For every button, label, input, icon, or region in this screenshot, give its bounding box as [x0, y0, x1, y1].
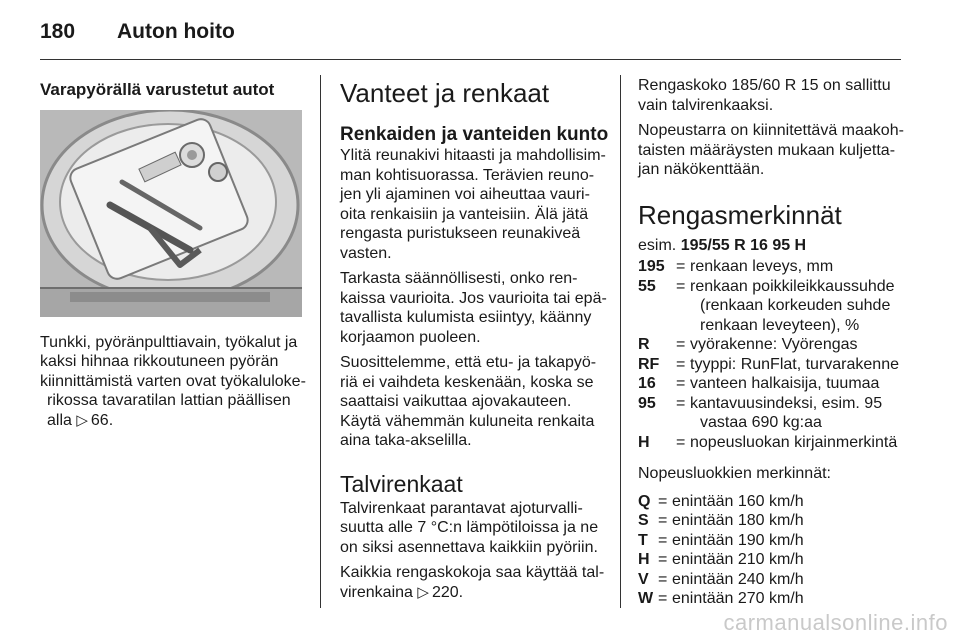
figure-caption	[40, 333, 310, 431]
caption-line: rikossa tavaratilan lattian päällisen	[47, 392, 291, 409]
text-line: suutta alle 7 °C:n lämpötiloissa ja ne	[340, 519, 599, 536]
speed-class-list	[638, 492, 913, 609]
paragraph	[638, 121, 913, 180]
page-reference-link[interactable]: 66.	[90, 411, 114, 429]
speed-eq: =	[658, 590, 668, 607]
def-key: 16	[638, 375, 656, 392]
spare-wheel-illustration	[40, 110, 302, 317]
def-text: vastaa 690 kg:aa	[700, 414, 822, 431]
header-rule	[40, 59, 901, 60]
speed-key: H	[638, 551, 650, 568]
tyre-marking-definitions	[638, 257, 913, 452]
speed-eq: =	[658, 570, 668, 588]
subheading-winter-tyres: Talvirenkaat	[340, 470, 463, 497]
def-key: RF	[638, 355, 660, 373]
speed-key: V	[638, 570, 649, 588]
text-line: Nopeustarra on kiinnitettävä maakoh-	[638, 122, 904, 139]
speed-text: enintään 190 km/h	[672, 531, 804, 549]
def-eq: =	[676, 336, 686, 353]
text-line: Rengaskoko 185/60 R 15 on sallittu	[638, 77, 891, 94]
text-line: tavallista kulumista esiintyy, käänny	[340, 309, 592, 326]
def-text: (renkaan korkeuden suhde	[700, 297, 891, 314]
text-line: Tarkasta säännöllisesti, onko ren-	[340, 270, 578, 287]
column-divider-2	[620, 75, 621, 608]
text-line: jan näkökenttään.	[638, 161, 765, 178]
caption-text: alla	[47, 411, 72, 429]
speed-eq: =	[658, 492, 668, 510]
def-eq: =	[676, 375, 686, 392]
text-line: Ylitä reunakivi hitaasti ja mahdollisim-	[340, 147, 606, 164]
text-line: man kohtisuorassa. Terävien reuno-	[340, 166, 595, 184]
def-text: vyörakenne: Vyörengas	[690, 336, 858, 353]
def-text: nopeusluokan kirjainmerkintä	[690, 433, 898, 451]
text-line: vain talvirenkaaksi.	[638, 96, 774, 114]
paragraph	[340, 499, 610, 558]
def-eq: =	[676, 277, 686, 295]
example-prefix: esim.	[638, 236, 677, 254]
spare-wheel-image	[40, 110, 302, 317]
text-line: korjaamon puoleen.	[340, 328, 481, 346]
column-3	[638, 76, 913, 609]
page-title: Auton hoito	[117, 20, 235, 43]
speed-text: enintään 270 km/h	[672, 590, 804, 607]
page-reference-link[interactable]: 220.	[431, 583, 464, 601]
text-line: Käytä vähemmän kuluneita renkaita	[340, 412, 595, 430]
section-heading: Varapyörällä varustetut autot	[40, 80, 275, 99]
speed-eq: =	[658, 531, 668, 549]
def-eq: =	[676, 355, 686, 373]
def-text: renkaan poikkileikkaussuhde	[690, 277, 895, 295]
text-line: jen yli ajaminen voi aiheuttaa vauri-	[340, 186, 590, 203]
speed-key: S	[638, 512, 649, 529]
column-1	[40, 80, 310, 430]
def-key: 195	[638, 258, 665, 275]
text-line: riä ei vaihdeta keskenään, koska se	[340, 373, 594, 391]
def-eq: =	[676, 258, 686, 275]
def-text: tyyppi: RunFlat, turvarakenne	[690, 355, 899, 373]
text-line-last	[340, 583, 610, 603]
caption-line: kiinnittämistä varten ovat työkaluloke-	[40, 372, 306, 390]
speed-text: enintään 210 km/h	[672, 551, 804, 568]
speed-text: enintään 240 km/h	[672, 570, 804, 588]
speed-eq: =	[658, 512, 668, 529]
text-line: rengasta puristukseen reunakiveä	[340, 225, 581, 242]
speed-text: enintään 180 km/h	[672, 512, 804, 529]
speed-class-title: Nopeusluokkien merkinnät:	[638, 465, 831, 482]
text-line: Kaikkia rengaskokoja saa käyttää tal-	[340, 564, 605, 581]
def-key: H	[638, 433, 650, 451]
paragraph	[340, 563, 610, 602]
speed-key: Q	[638, 492, 651, 510]
speed-key: W	[638, 590, 654, 607]
column-2	[340, 78, 610, 602]
page-number: 180	[40, 20, 76, 43]
page-header	[40, 20, 920, 58]
text-line: saattaisi vaikuttaa ajovakauteen.	[340, 393, 572, 410]
def-text: vanteen halkaisija, tuumaa	[690, 375, 880, 392]
speed-key: T	[638, 531, 648, 549]
caption-line-last	[40, 411, 310, 431]
text-line: aina taka-akselilla.	[340, 432, 472, 449]
text-line: taisten määräysten mukaan kuljetta-	[638, 141, 896, 159]
text-line: Talvirenkaat parantavat ajoturvalli-	[340, 499, 583, 517]
speed-text: enintään 160 km/h	[672, 492, 804, 510]
text-line: oita renkaisiin ja vanteisiin. Älä jätä	[340, 205, 589, 223]
text-line: vasten.	[340, 244, 392, 262]
example-value: 195/55 R 16 95 H	[680, 236, 807, 254]
caption-line: Tunkki, pyöränpulttiavain, työkalut ja	[40, 333, 298, 351]
text-line: Suosittelemme, että etu- ja takapyö-	[340, 354, 597, 371]
def-text: renkaan leveys, mm	[690, 258, 834, 275]
paragraph	[340, 269, 610, 347]
def-key: 55	[638, 277, 656, 295]
paragraph	[340, 146, 610, 263]
paragraph	[340, 353, 610, 451]
text-line: kaissa vaurioita. Jos vaurioita tai epä-	[340, 289, 607, 307]
arrow-right-icon: ▷	[417, 583, 429, 601]
def-key: 95	[638, 394, 656, 412]
def-key: R	[638, 336, 650, 353]
column-divider-1	[320, 75, 321, 608]
def-text: renkaan leveyteen), %	[700, 316, 860, 334]
text-span: virenkaina	[340, 583, 413, 601]
watermark: carmanualsonline.info	[723, 610, 948, 635]
def-text: kantavuusindeksi, esim. 95	[690, 394, 883, 412]
subheading-condition: Renkaiden ja vanteiden kunto	[340, 124, 609, 145]
arrow-right-icon: ▷	[76, 411, 88, 429]
def-eq: =	[676, 433, 686, 451]
def-eq: =	[676, 394, 686, 412]
text-line: on siksi asennettava kaikkiin pyöriin.	[340, 538, 598, 556]
tyre-markings-title: Rengasmerkinnät	[638, 199, 842, 230]
paragraph	[638, 76, 913, 115]
speed-eq: =	[658, 551, 668, 568]
caption-line: kaksi hihnaa rikkoutuneen pyörän	[40, 353, 279, 370]
tyre-example	[638, 236, 913, 256]
chapter-title: Vanteet ja renkaat	[340, 78, 550, 108]
